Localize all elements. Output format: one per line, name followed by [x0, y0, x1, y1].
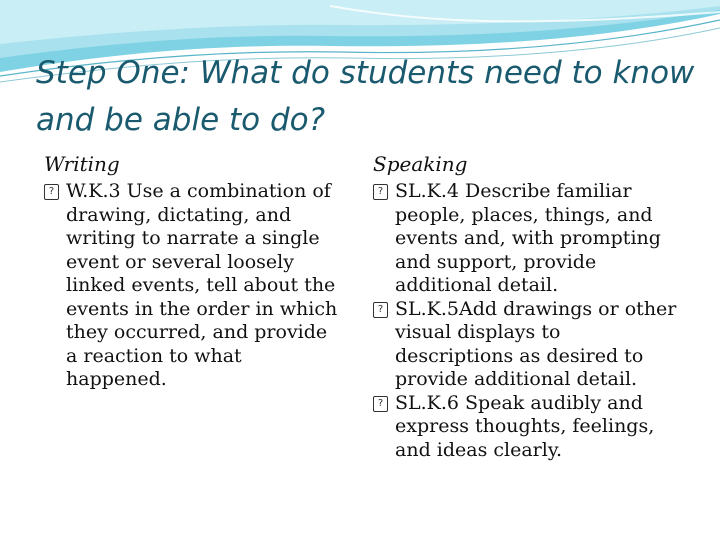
list-item — [373, 298, 683, 392]
missing-glyph-box-icon: ? — [373, 302, 388, 318]
missing-glyph-box-icon: ? — [373, 184, 388, 200]
missing-glyph-box-icon: ? — [373, 396, 388, 412]
list-item-text: W.K.3 Use a combination of drawing, dictating, and writing to narrate a single event or several loosely linked events, tell about the events in the order in which they occurred, and provide a reaction to what happened. — [66, 180, 338, 390]
writing-heading: Writing — [44, 152, 120, 176]
list-item — [44, 180, 344, 392]
list-item-text: SL.K.4 Describe familiar people, places, things, and events and, with prompting and support, provide additional detail. — [395, 180, 661, 296]
page-title: Step One: What do students need to know and be able to do? — [36, 55, 695, 138]
list-item — [373, 180, 683, 298]
missing-glyph-box-icon: ? — [44, 184, 59, 200]
list-item-text: SL.K.5Add drawings or other visual displays to descriptions as desired to provide additional detail. — [395, 297, 677, 390]
list-item-text: SL.K.6 Speak audibly and express thoughts, feelings, and ideas clearly. — [395, 391, 655, 461]
speaking-column — [373, 150, 683, 462]
speaking-heading: Speaking — [373, 152, 468, 176]
writing-column — [44, 150, 344, 392]
list-item — [373, 392, 683, 463]
